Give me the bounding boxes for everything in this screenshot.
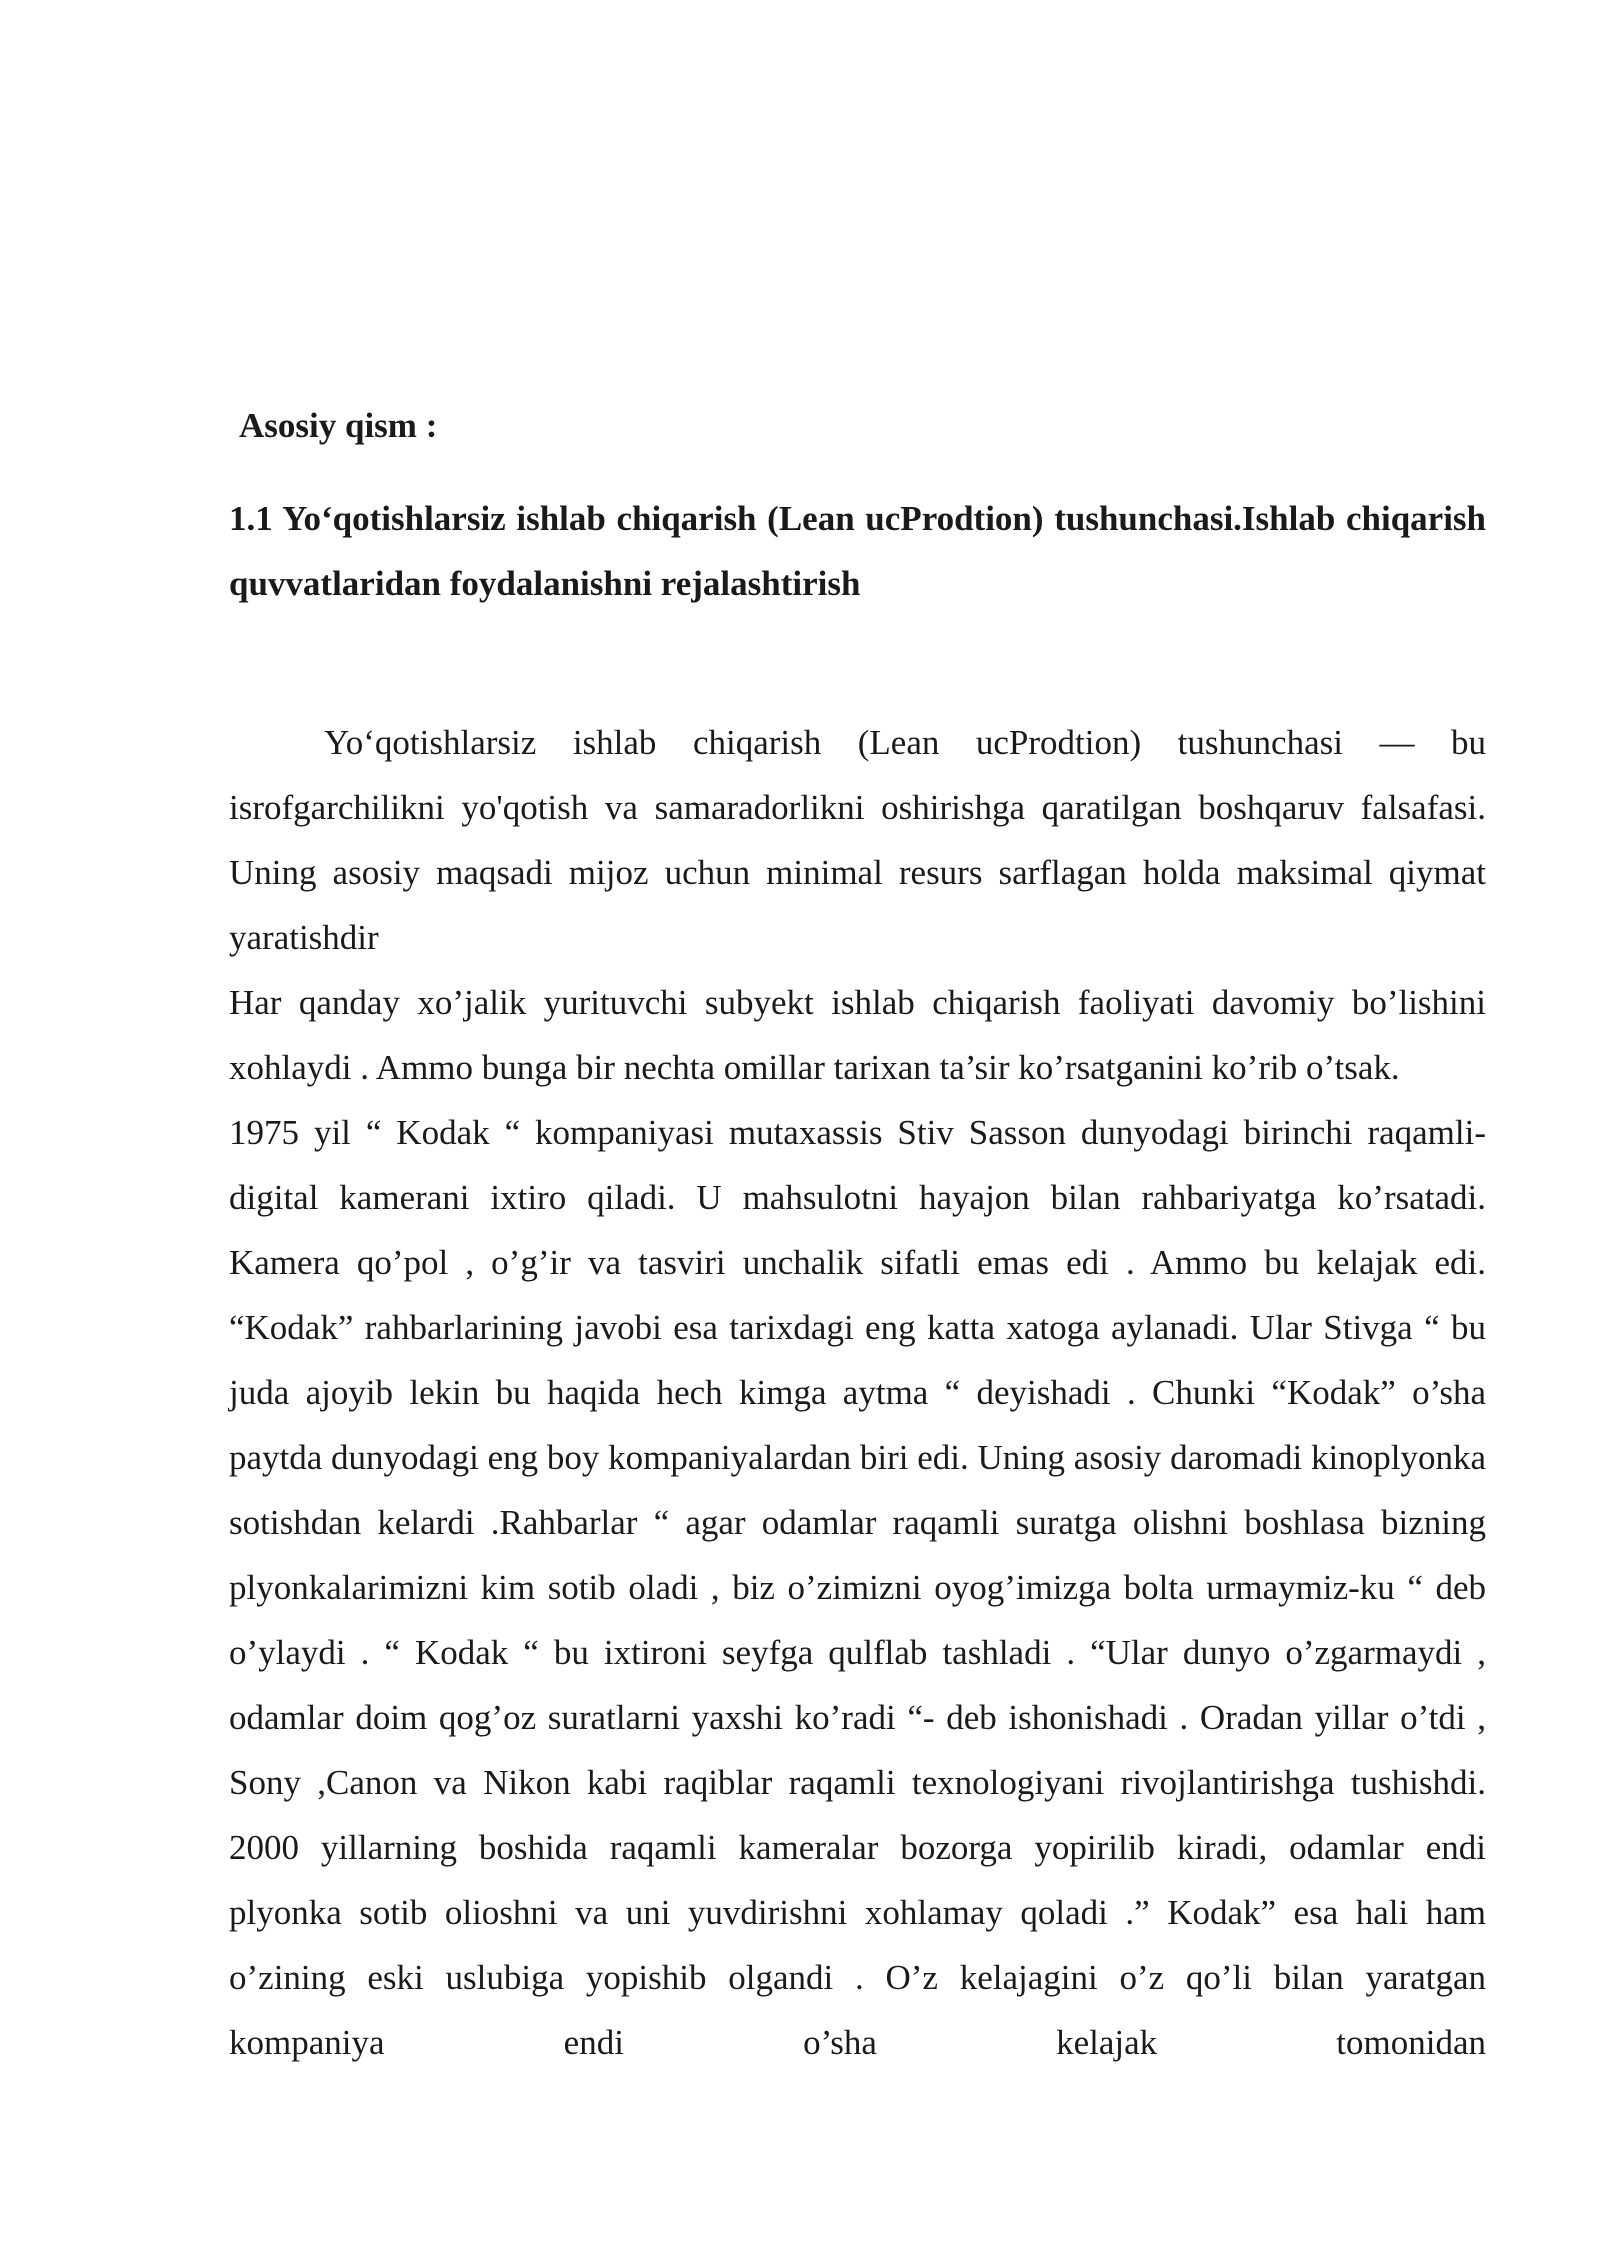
subsection-heading: 1.1 Yo‘qotishlarsiz ishlab chiqarish (Lean ucProdtion) tushunchasi.Ishlab chiqarish quvvatlaridan foydalanishni rejalashtirish [229, 499, 1486, 603]
body-paragraph-kodak-story: 1975 yil “ Kodak “ kompaniyasi mutaxassis Stiv Sasson dunyodagi birinchi raqamli-digital kamerani ixtiro qiladi. U mahsulotni hayajon bilan rahbariyatga ko’rsatadi. Kamera qo’pol , o’g’ir va tasviri unchalik sifatli emas edi . Ammo bu kelajak edi. “Kodak” rahbarlarining javobi esa tarixdagi eng katta xatoga aylanadi. Ular Stivga “ bu juda ajoyib lekin bu haqida hech kimga aytma “ deyishadi . Chunki “Kodak” o’sha paytda dunyodagi eng boy kompaniyalardan biri edi. Uning asosiy daromadi kinoplyonka sotishdan kelardi .Rahbarlar “ agar odamlar raqamli suratga olishni boshlasa bizning plyonkalarimizni kim sotib oladi , biz o’zimizni oyog’imizga bolta urmaymiz-ku “ deb o’ylaydi . “ Kodak “ bu ixtironi seyfga qulflab tashladi . “Ular dunyo o’zgarmaydi , odamlar doim qog’oz suratlarni yaxshi ko’radi “- deb ishonishadi . Oradan yillar o’tdi , Sony ,Canon va Nikon kabi raqiblar raqamli texnologiyani rivojlantirishga tushishdi. 2000 yillarning boshida raqamli kameralar bozorga yopirilib kiradi, odamlar endi plyonka sotib olioshni va uni yuvdirishni xohlamay qoladi .” Kodak” esa hali ham o’zining eski uslubiga yopishib olgandi . O’z kelajagini o’z qo’li bilan yaratgan kompaniya endi o’sha kelajak tomonidan [229, 1113, 1486, 2062]
heading-spacer [229, 616, 1486, 710]
section-heading: Asosiy qism : [239, 406, 438, 445]
body-paragraph-continuity: Har qanday xo’jalik yurituvchi subyekt ishlab chiqarish faoliyati davomiy bo’lishini xohlaydi . Ammo bunga bir nechta omillar tarixan ta’sir ko’rsatganini ko’rib o’tsak. [229, 983, 1486, 1087]
body-paragraph-lean-definition: Yo‘qotishlarsiz ishlab chiqarish (Lean ucProdtion) tushunchasi — bu isrofgarchilikni yo'qotish va samaradorlikni oshirishga qaratilgan boshqaruv falsafasi. Uning asosiy maqsadi mijoz uchun minimal resurs sarflagan holda maksimal qiymat yaratishdir [229, 723, 1486, 957]
document-page [229, 400, 1486, 2075]
